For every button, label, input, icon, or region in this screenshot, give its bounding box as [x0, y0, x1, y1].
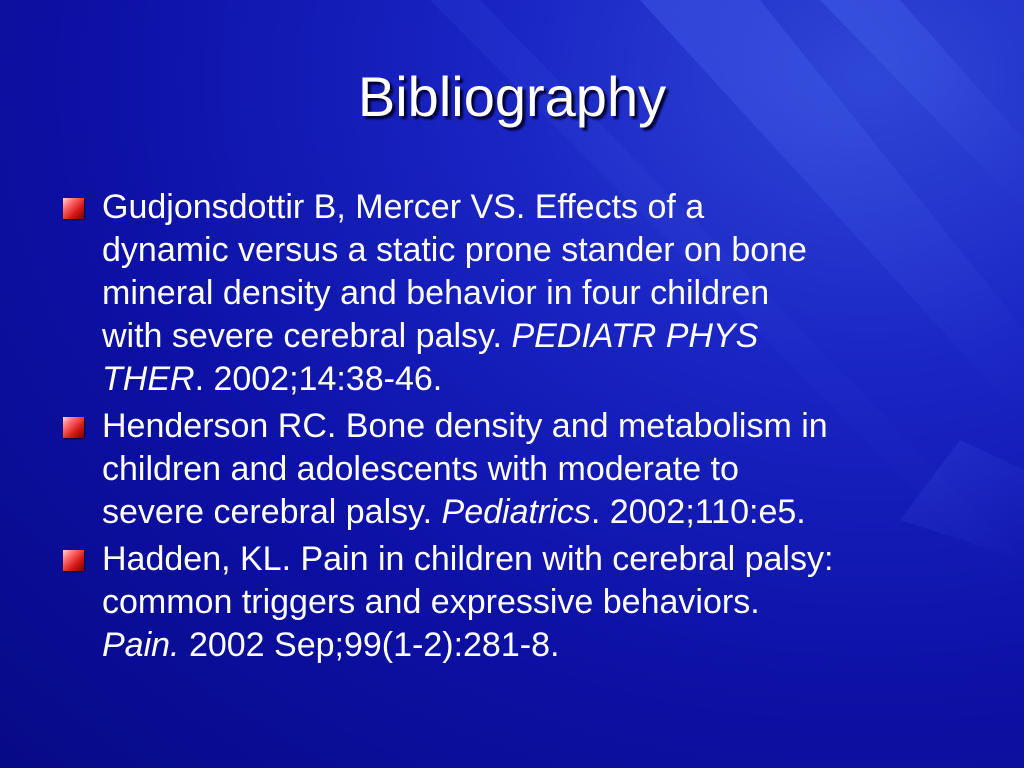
entry-text: . 2002;14:38-46.: [194, 360, 443, 398]
entry-text: with severe cerebral palsy.: [102, 317, 512, 355]
journal-name: Pain.: [102, 626, 180, 664]
entry-text: Hadden, KL. Pain in children with cerebral palsy:: [102, 540, 834, 578]
entry-line: [102, 448, 980, 491]
journal-name: PEDIATR PHYS: [511, 317, 759, 355]
journal-name: THER: [102, 360, 195, 398]
entry-line: [102, 491, 980, 534]
slide-title: Bibliography: [357, 65, 667, 128]
entry-line: [102, 315, 980, 358]
entry-text: Gudjonsdottir B, Mercer VS. Effects of a: [102, 188, 705, 226]
bibliography-list: [60, 186, 980, 671]
entry-line: [102, 405, 980, 448]
entry-text: Henderson RC. Bone density and metabolism in: [102, 407, 828, 445]
bibliography-entry-3: [60, 538, 980, 667]
entry-text: children and adolescents with moderate to: [102, 450, 739, 488]
journal-name: Pediatrics: [441, 493, 591, 531]
entry-text: dynamic versus a static prone stander on bone: [102, 231, 807, 269]
entry-line: [102, 581, 980, 624]
bibliography-entry-1: [60, 186, 980, 401]
entry-line: [102, 272, 980, 315]
entry-text: severe cerebral palsy.: [102, 493, 442, 531]
entry-line: [102, 229, 980, 272]
entry-text: . 2002;110:e5.: [590, 493, 806, 531]
red-square-bullet-icon: [63, 198, 84, 219]
entry-line: [102, 186, 980, 229]
bibliography-entry-2: [60, 405, 980, 534]
entry-line: [102, 624, 980, 667]
red-square-bullet-icon: [63, 417, 84, 438]
entry-text: common triggers and expressive behaviors.: [102, 583, 760, 621]
entry-text: mineral density and behavior in four children: [102, 274, 770, 312]
entry-text: 2002 Sep;99(1-2):281-8.: [179, 626, 560, 664]
entry-line: [102, 358, 980, 401]
red-square-bullet-icon: [63, 550, 84, 571]
entry-line: [102, 538, 980, 581]
